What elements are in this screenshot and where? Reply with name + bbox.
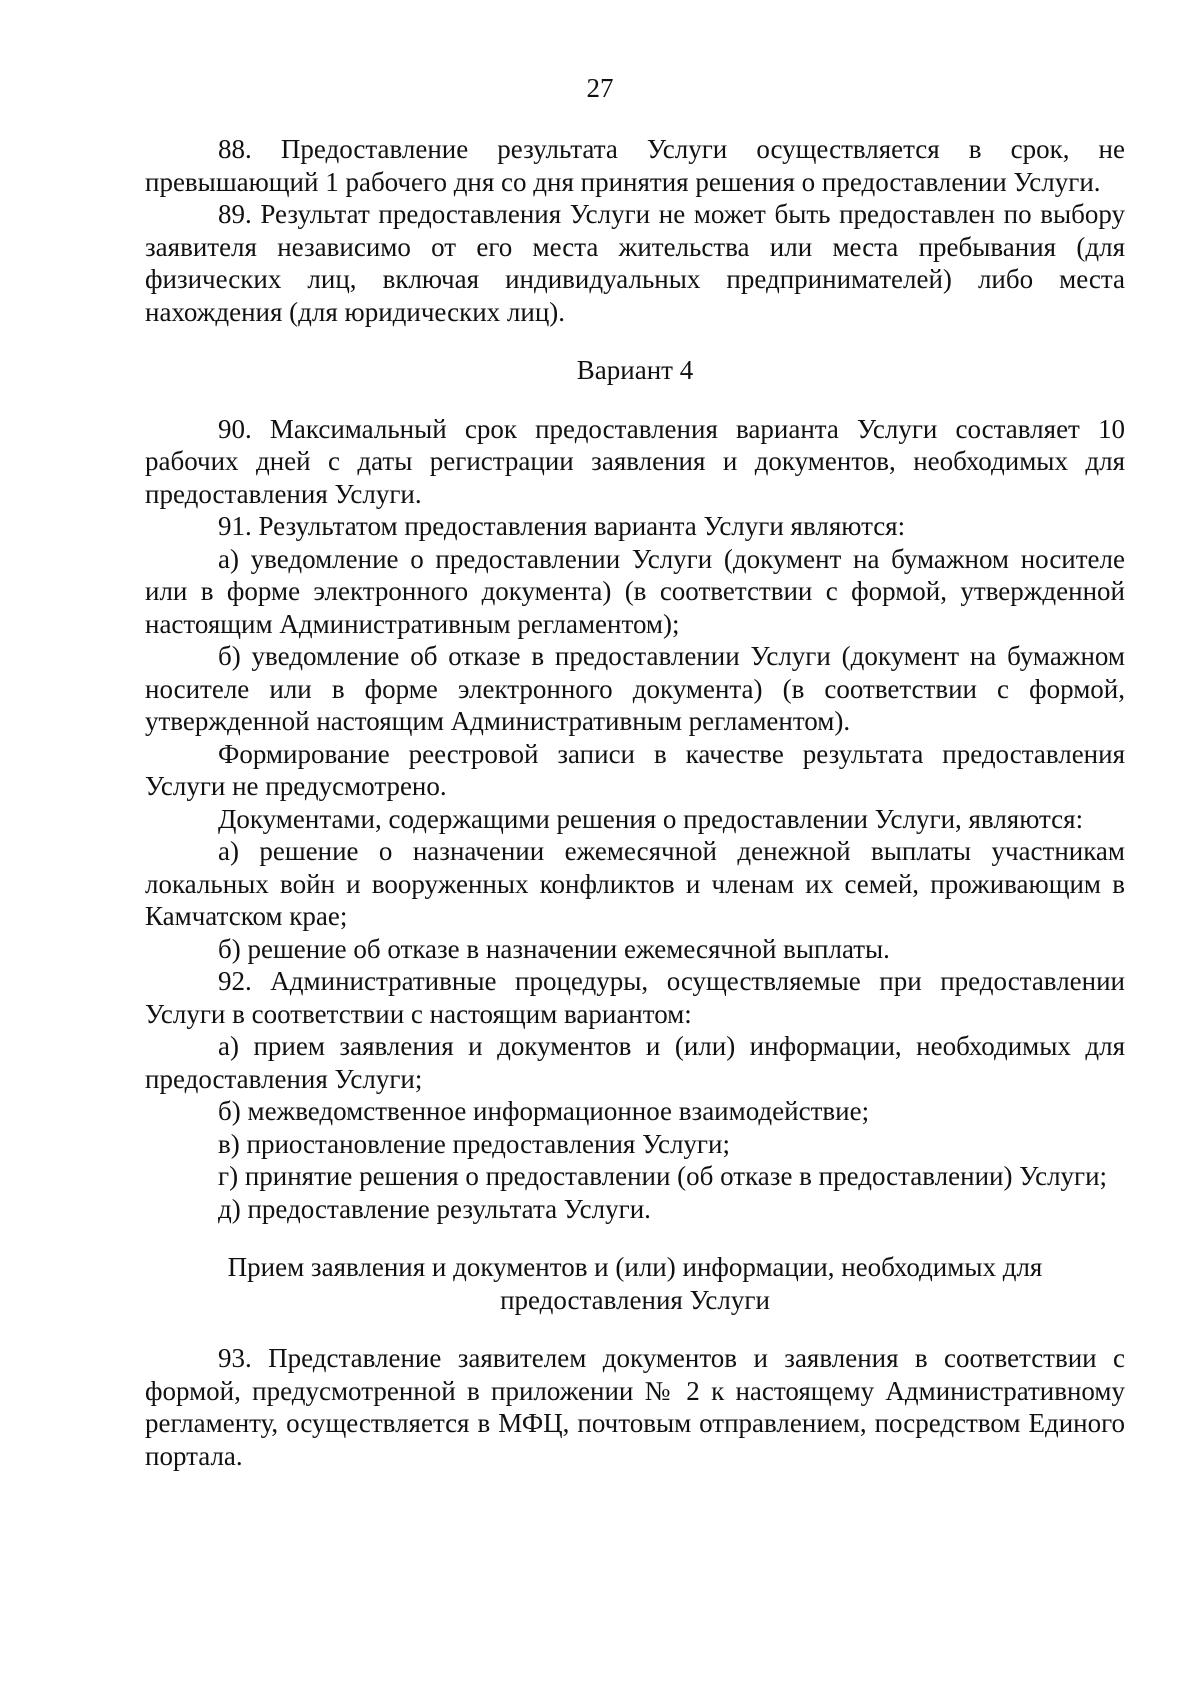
paragraph-89: 89. Результат предоставления Услуги не может быть предоставлен по выбору заявителя независимо от его места жительства или места пребывания (для физических лиц, включая индивидуальных предпринимателей) либо места нахождения (для юридических лиц). [145, 199, 1125, 327]
paragraph-92-d: г) принятие решения о предоставлении (об отказе в предоставлении) Услуги; [218, 1161, 1108, 1191]
paragraph-91-a: а) уведомление о предоставлении Услуги (документ на бумажном носителе или в форме электронного документа) (в соответствии с формой, утвержденной настоящим Административным регламентом); [145, 543, 1125, 639]
paragraph-92-b: б) межведомственное информационное взаимодействие; [218, 1096, 870, 1126]
paragraph-decision-documents-a: а) решение о назначении ежемесячной денежной выплаты участникам локальных войн и вооруженных конфликтов и членам их семей, проживающим в Камчатском крае; [145, 836, 1125, 931]
paragraph-92-c: в) приостановление предоставления Услуги; [218, 1128, 730, 1159]
paragraph-88: 88. Предоставление результата Услуги осуществляется в срок, не превышающий 1 рабочего дня со дня принятия решения о предоставлении Услуги. [145, 134, 1125, 197]
heading-reception-line-1: Прием заявления и документов и (или) информации, необходимых для [227, 1252, 1043, 1282]
document-body [145, 133, 1125, 1472]
paragraph-91: 91. Результатом предоставления варианта Услуги являются: [218, 511, 906, 541]
heading-reception [145, 1251, 1125, 1316]
paragraph-decision-documents-b: б) решение об отказе в назначении ежемесячной выплаты. [218, 933, 890, 964]
paragraph-91-b: б) уведомление об отказе в предоставлении Услуги (документ на бумажном носителе или в форме электронного документа) (в соответствии с формой, утвержденной настоящим Административным регламентом). [145, 641, 1125, 736]
paragraph-92-a: а) прием заявления и документов и (или) информации, необходимых для предоставления Услуги; [145, 1031, 1125, 1094]
heading-reception-line-2: предоставления Услуги [500, 1284, 770, 1315]
paragraph-decision-documents: Документами, содержащими решения о предоставлении Услуги, являются: [218, 803, 1084, 834]
paragraph-93: 93. Представление заявителем документов и заявления в соответствии с формой, предусмотренной в приложении № 2 к настоящему Административному регламенту, осуществляется в МФЦ, почтовым отправлением, посредством Единого портала. [145, 1343, 1125, 1471]
page-number: 27 [586, 73, 614, 103]
heading-variant-4: Вариант 4 [576, 355, 694, 385]
paragraph-92: 92. Административные процедуры, осуществляемые при предоставлении Услуги в соответствии с настоящим вариантом: [145, 966, 1125, 1029]
paragraph-92-e: д) предоставление результата Услуги. [218, 1193, 651, 1224]
paragraph-registry-record: Формирование реестровой записи в качестве результата предоставления Услуги не предусмотрено. [145, 738, 1125, 801]
paragraph-90: 90. Максимальный срок предоставления варианта Услуги составляет 10 рабочих дней с даты регистрации заявления и документов, необходимых для предоставления Услуги. [145, 413, 1125, 509]
